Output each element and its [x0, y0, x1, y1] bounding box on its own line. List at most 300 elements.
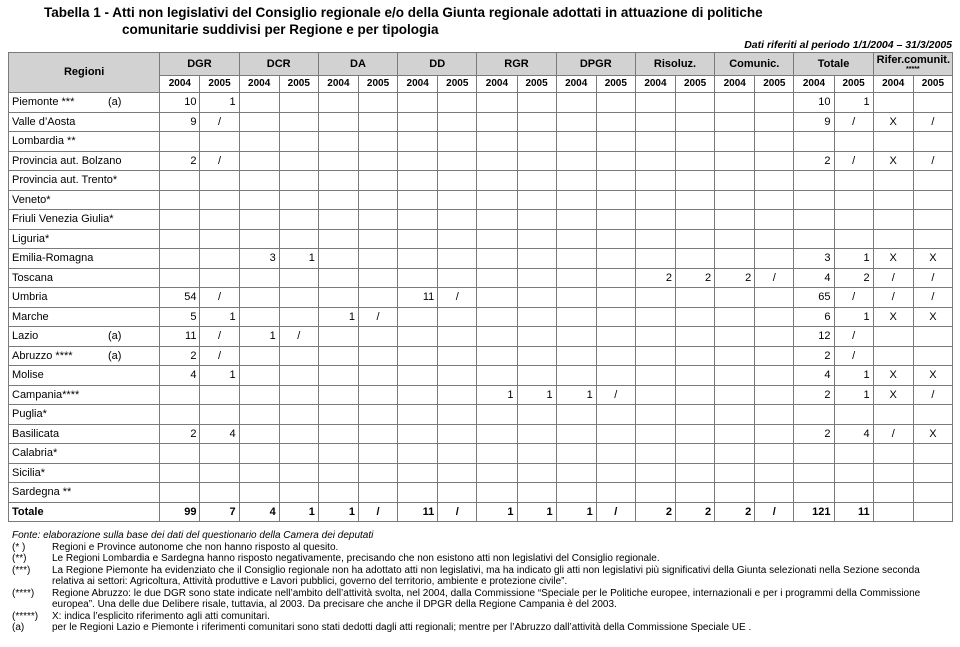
table-cell: / — [596, 502, 635, 522]
table-cell — [438, 405, 477, 425]
header-group: DGR — [160, 53, 239, 76]
table-cell — [913, 171, 952, 191]
table-cell — [200, 132, 239, 152]
table-cell: / — [834, 151, 873, 171]
table-cell — [715, 171, 755, 191]
table-cell — [556, 190, 596, 210]
table-cell — [794, 229, 834, 249]
table-cell — [239, 483, 279, 503]
table-row — [9, 463, 953, 483]
table-cell — [635, 483, 675, 503]
region-label: Umbria — [12, 291, 48, 304]
table-cell — [913, 483, 952, 503]
table-cell — [398, 366, 438, 386]
region-label: Marche — [12, 310, 49, 323]
table-cell — [715, 210, 755, 230]
table-cell: / — [755, 268, 794, 288]
table-row — [9, 346, 953, 366]
table-cell — [596, 307, 635, 327]
table-cell — [477, 229, 517, 249]
table-cell: 4 — [794, 268, 834, 288]
table-cell — [517, 405, 556, 425]
region-name — [9, 346, 160, 366]
table-cell — [398, 93, 438, 113]
region-name — [9, 171, 160, 191]
table-cell — [755, 307, 794, 327]
source-note: Fonte: elaborazione sulla base dei dati del questionario della Camera dei deputati — [12, 530, 374, 541]
footnotes — [12, 530, 952, 634]
table-cell — [635, 346, 675, 366]
table-cell — [358, 327, 397, 347]
table-cell — [438, 132, 477, 152]
table-cell: X — [873, 307, 913, 327]
table-cell: 1 — [200, 307, 239, 327]
table-cell — [676, 307, 715, 327]
header-year: 2005 — [676, 76, 715, 93]
table-cell — [200, 249, 239, 269]
table-cell — [200, 385, 239, 405]
table-cell — [517, 268, 556, 288]
table-cell — [834, 190, 873, 210]
table-cell — [794, 210, 834, 230]
table-cell — [477, 132, 517, 152]
table-cell — [794, 463, 834, 483]
table-row — [9, 210, 953, 230]
table-cell — [834, 210, 873, 230]
table-cell — [755, 444, 794, 464]
table-cell — [755, 288, 794, 308]
table-cell — [318, 366, 358, 386]
table-cell — [318, 210, 358, 230]
table-cell — [358, 483, 397, 503]
footnote-text: X: indica l’esplicito riferimento agli atti comunitari. — [52, 610, 270, 622]
table-cell — [160, 385, 200, 405]
header-year: 2004 — [794, 76, 834, 93]
table-cell — [556, 93, 596, 113]
table-cell: 2 — [715, 502, 755, 522]
table-cell — [556, 229, 596, 249]
footnote-item — [12, 565, 952, 588]
table-cell: 65 — [794, 288, 834, 308]
region-name — [9, 463, 160, 483]
table-cell: 9 — [160, 112, 200, 132]
table-cell: 99 — [160, 502, 200, 522]
footnote-item — [12, 622, 952, 634]
table-cell — [517, 229, 556, 249]
table-cell: 1 — [318, 307, 358, 327]
total-row — [9, 502, 953, 522]
table-cell — [635, 112, 675, 132]
table-cell — [834, 483, 873, 503]
table-cell — [318, 268, 358, 288]
table-cell — [239, 268, 279, 288]
table-cell — [517, 483, 556, 503]
table-cell — [517, 210, 556, 230]
table-cell — [635, 444, 675, 464]
table-cell — [318, 249, 358, 269]
table-cell — [279, 424, 318, 444]
table-cell — [635, 190, 675, 210]
table-cell: / — [358, 307, 397, 327]
table-cell — [913, 190, 952, 210]
table-cell — [318, 288, 358, 308]
table-cell: / — [873, 268, 913, 288]
table-cell — [596, 190, 635, 210]
table-cell — [477, 249, 517, 269]
table-cell — [596, 210, 635, 230]
table-cell: / — [438, 288, 477, 308]
header-year: 2005 — [279, 76, 318, 93]
table-cell — [715, 405, 755, 425]
table-cell — [398, 327, 438, 347]
table-body — [9, 93, 953, 522]
table-cell — [873, 502, 913, 522]
table-cell — [755, 132, 794, 152]
region-name — [9, 385, 160, 405]
table-row — [9, 424, 953, 444]
table-cell — [676, 385, 715, 405]
table-cell — [160, 463, 200, 483]
table-cell — [635, 210, 675, 230]
table-row — [9, 190, 953, 210]
table-cell — [556, 249, 596, 269]
region-name — [9, 327, 160, 347]
table-cell — [477, 93, 517, 113]
table-cell — [715, 190, 755, 210]
table-cell — [239, 366, 279, 386]
table-cell — [358, 405, 397, 425]
table-cell: / — [200, 346, 239, 366]
header-year: 2004 — [556, 76, 596, 93]
header-year: 2004 — [239, 76, 279, 93]
table-cell: / — [834, 346, 873, 366]
table-cell — [596, 366, 635, 386]
header-year: 2005 — [438, 76, 477, 93]
header-rifer-mark: ***** — [906, 66, 920, 73]
table-cell: X — [873, 112, 913, 132]
region-name — [9, 307, 160, 327]
table-cell — [318, 171, 358, 191]
table-cell — [755, 385, 794, 405]
table-cell: X — [873, 151, 913, 171]
table-cell — [556, 483, 596, 503]
table-cell — [635, 366, 675, 386]
region-name — [9, 190, 160, 210]
table-cell: 1 — [556, 502, 596, 522]
table-cell: 2 — [794, 346, 834, 366]
table-cell — [913, 463, 952, 483]
table-cell — [477, 288, 517, 308]
table-cell — [239, 288, 279, 308]
table-title — [44, 4, 944, 38]
table-cell — [438, 229, 477, 249]
table-cell — [913, 502, 952, 522]
table-cell — [556, 424, 596, 444]
table-cell — [517, 249, 556, 269]
table-cell — [873, 405, 913, 425]
total-label — [9, 502, 160, 522]
table-cell — [517, 366, 556, 386]
region-label: Lazio — [12, 330, 39, 343]
table-cell — [477, 483, 517, 503]
table-cell — [715, 132, 755, 152]
table-cell — [358, 424, 397, 444]
table-cell — [517, 171, 556, 191]
table-cell — [318, 424, 358, 444]
table-row — [9, 93, 953, 113]
table-cell — [755, 405, 794, 425]
region-name — [9, 483, 160, 503]
table-cell — [279, 307, 318, 327]
table-cell: / — [755, 502, 794, 522]
region-label: Basilicata — [12, 427, 60, 440]
table-cell — [873, 346, 913, 366]
header-year: 2005 — [834, 76, 873, 93]
table-cell — [239, 463, 279, 483]
table-cell — [398, 424, 438, 444]
table-cell: 10 — [794, 93, 834, 113]
table-cell: 1 — [279, 249, 318, 269]
table-cell: 4 — [834, 424, 873, 444]
table-cell — [873, 171, 913, 191]
table-cell — [913, 93, 952, 113]
header-group: RGR — [477, 53, 556, 76]
table-cell — [676, 210, 715, 230]
table-cell — [873, 190, 913, 210]
table-cell — [556, 132, 596, 152]
table-cell — [200, 483, 239, 503]
table-cell — [358, 346, 397, 366]
header-group: DA — [318, 53, 397, 76]
table-cell: / — [873, 424, 913, 444]
table-cell — [715, 385, 755, 405]
table-cell — [715, 483, 755, 503]
region-label: Calabria* — [12, 447, 58, 460]
table-cell — [755, 171, 794, 191]
table-cell: X — [913, 424, 952, 444]
table-cell — [160, 229, 200, 249]
table-cell: 2 — [794, 385, 834, 405]
table-cell — [635, 307, 675, 327]
table-cell: X — [913, 307, 952, 327]
table-cell — [200, 171, 239, 191]
table-row — [9, 327, 953, 347]
table-row — [9, 307, 953, 327]
table-cell: 1 — [200, 93, 239, 113]
region-name — [9, 249, 160, 269]
table-cell — [755, 229, 794, 249]
table-cell — [477, 307, 517, 327]
table-cell: 11 — [834, 502, 873, 522]
table-cell — [279, 405, 318, 425]
region-label: Provincia aut. Bolzano — [12, 154, 122, 167]
region-name — [9, 424, 160, 444]
header-group: DD — [398, 53, 477, 76]
header-group: Totale — [794, 53, 873, 76]
table-cell — [755, 346, 794, 366]
table-cell — [477, 210, 517, 230]
table-cell — [358, 190, 397, 210]
table-row — [9, 268, 953, 288]
table-cell — [438, 210, 477, 230]
table-cell: 1 — [834, 93, 873, 113]
table-cell — [358, 268, 397, 288]
table-cell — [517, 112, 556, 132]
table-cell — [596, 229, 635, 249]
title-line-1: Tabella 1 - Atti non legislativi del Consiglio regionale e/o della Giunta regionale adottati in attuazione di politiche — [44, 5, 763, 20]
table-cell — [676, 327, 715, 347]
footnote-mark: (*****) — [12, 610, 39, 622]
table-cell — [358, 171, 397, 191]
table-cell — [239, 385, 279, 405]
table-row — [9, 151, 953, 171]
table-cell — [279, 210, 318, 230]
table-cell — [358, 210, 397, 230]
table-cell — [239, 307, 279, 327]
region-name — [9, 210, 160, 230]
table-cell — [715, 93, 755, 113]
header-year: 2004 — [635, 76, 675, 93]
table-cell — [200, 405, 239, 425]
table-cell — [438, 307, 477, 327]
header-regioni: Regioni — [9, 53, 160, 93]
region-note: (a) — [108, 96, 122, 109]
table-cell — [438, 171, 477, 191]
table-cell: X — [873, 385, 913, 405]
table-cell — [318, 405, 358, 425]
table-cell — [755, 483, 794, 503]
table-cell — [556, 366, 596, 386]
table-cell — [635, 93, 675, 113]
table-row — [9, 366, 953, 386]
table-cell: 2 — [635, 268, 675, 288]
table-cell: 5 — [160, 307, 200, 327]
table-cell: 2 — [160, 346, 200, 366]
table-cell: / — [834, 288, 873, 308]
table-cell — [517, 463, 556, 483]
table-row — [9, 171, 953, 191]
table-cell — [676, 463, 715, 483]
table-cell: 6 — [794, 307, 834, 327]
table-cell — [596, 424, 635, 444]
table-cell — [438, 268, 477, 288]
table-cell — [873, 444, 913, 464]
table-cell — [676, 249, 715, 269]
table-cell — [676, 229, 715, 249]
table-cell — [438, 444, 477, 464]
table-cell — [676, 444, 715, 464]
table-cell: 1 — [477, 502, 517, 522]
table-cell — [596, 151, 635, 171]
table-cell — [358, 463, 397, 483]
table-cell — [794, 405, 834, 425]
header-group: DPGR — [556, 53, 635, 76]
table-cell — [477, 346, 517, 366]
region-name — [9, 268, 160, 288]
table-cell — [517, 190, 556, 210]
table-cell — [755, 190, 794, 210]
table-row — [9, 444, 953, 464]
table-cell: / — [596, 385, 635, 405]
table-cell — [556, 346, 596, 366]
region-label: Molise — [12, 369, 44, 382]
footnote-text: Regioni e Province autonome che non hanno risposto al quesito. — [52, 541, 339, 553]
table-cell — [556, 327, 596, 347]
table-cell: 121 — [794, 502, 834, 522]
table-cell: / — [873, 288, 913, 308]
table-cell: / — [913, 385, 952, 405]
table-cell — [715, 327, 755, 347]
header-rifer-label: Rifer.comunit. — [876, 54, 950, 66]
header-year: 2004 — [715, 76, 755, 93]
table-cell — [913, 229, 952, 249]
table-cell — [398, 229, 438, 249]
table-cell — [635, 132, 675, 152]
table-cell: 1 — [834, 307, 873, 327]
table-cell — [200, 229, 239, 249]
table-cell: / — [913, 268, 952, 288]
region-name — [9, 405, 160, 425]
table-cell — [517, 93, 556, 113]
table-cell — [873, 483, 913, 503]
table-cell — [438, 93, 477, 113]
table-cell — [556, 444, 596, 464]
region-note: (a) — [108, 349, 122, 362]
table-cell — [279, 366, 318, 386]
region-label: Lombardia ** — [12, 135, 76, 148]
table-cell — [635, 229, 675, 249]
table-cell: 12 — [794, 327, 834, 347]
table-cell — [477, 366, 517, 386]
table-cell — [358, 151, 397, 171]
region-name — [9, 132, 160, 152]
table-row — [9, 112, 953, 132]
table-cell — [794, 190, 834, 210]
table-cell — [635, 171, 675, 191]
table-cell — [279, 93, 318, 113]
table-cell — [596, 288, 635, 308]
table-cell — [160, 444, 200, 464]
table-cell: X — [873, 366, 913, 386]
footnote-mark: (* ) — [12, 541, 26, 553]
table-cell — [318, 463, 358, 483]
footnote-mark: (**) — [12, 553, 27, 564]
table-cell — [398, 171, 438, 191]
table-cell — [279, 132, 318, 152]
table-cell — [676, 483, 715, 503]
footnote-text: Le Regioni Lombardia e Sardegna hanno risposto negativamente, precisando che non esistono atti non legislativi del Consiglio regionale. — [52, 553, 660, 564]
table-cell: 4 — [200, 424, 239, 444]
title-line-2: comunitarie suddivisi per Regione e per tipologia — [122, 22, 439, 37]
table-cell: 1 — [517, 385, 556, 405]
table-cell — [517, 288, 556, 308]
table-row — [9, 249, 953, 269]
table-cell — [517, 424, 556, 444]
table-cell — [239, 444, 279, 464]
table-cell — [358, 385, 397, 405]
table-cell — [596, 249, 635, 269]
table-cell — [477, 171, 517, 191]
table-cell — [755, 424, 794, 444]
table-cell — [438, 190, 477, 210]
table-cell: 2 — [834, 268, 873, 288]
table-cell — [358, 288, 397, 308]
table-cell — [556, 171, 596, 191]
table-cell — [318, 93, 358, 113]
table-cell — [676, 171, 715, 191]
region-label: Sicilia* — [12, 466, 46, 479]
table-cell: 2 — [715, 268, 755, 288]
